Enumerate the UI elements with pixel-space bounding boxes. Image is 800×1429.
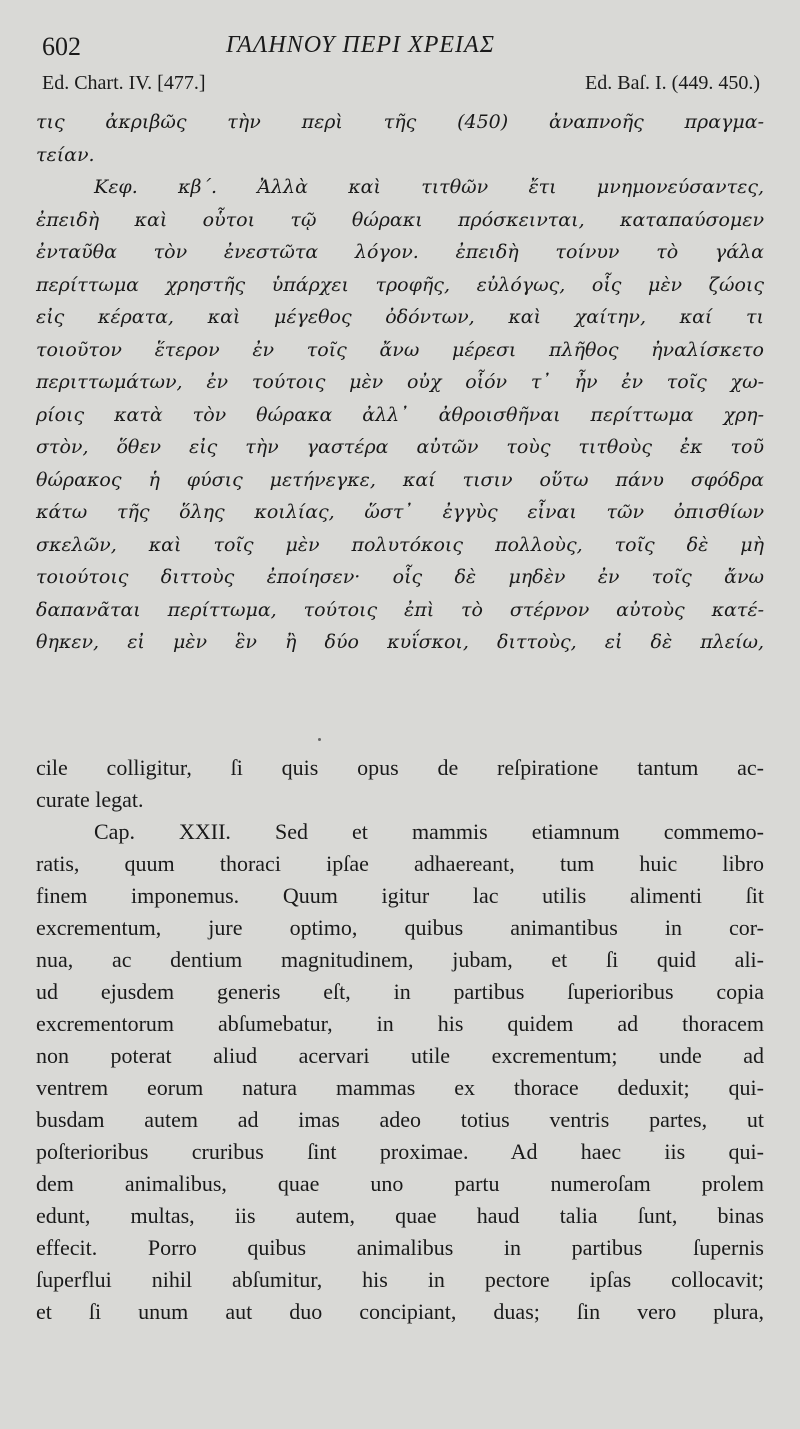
greek-line: τις ἀκριβῶς τὴν περὶ τῆς (450) ἀναπνοῆς πραγμα- xyxy=(36,111,764,133)
edition-reference-basel: Ed. Baſ. I. (449. 450.) xyxy=(585,72,760,94)
latin-line: excrementorum abſumebatur, in his quidem ad thoracem xyxy=(36,1011,764,1036)
page-number: 602 xyxy=(42,32,81,61)
greek-line: ἐνταῦθα τὸν ἐνεστῶτα λόγον. ἐπειδὴ τοίνυν τὸ γάλα xyxy=(36,241,764,263)
ink-speck xyxy=(318,738,321,741)
latin-line: cile colligitur, ſi quis opus de reſpiratione tantum ac- xyxy=(36,755,764,780)
greek-line-chapter-start: Κεφ. κβ΄. Ἀλλὰ καὶ τιτθῶν ἔτι μνημονεύσαντες, xyxy=(94,176,764,198)
latin-line-chapter-start: Cap. XXII. Sed et mammis etiamnum commemo- xyxy=(94,819,764,844)
latin-line: dem animalibus, quae uno partu numeroſam prolem xyxy=(36,1171,764,1196)
greek-line: εἰς κέρατα, καὶ μέγεθος ὀδόντων, καὶ χαίτην, καί τι xyxy=(36,306,764,328)
greek-line: τοιοῦτον ἕτερον ἐν τοῖς ἄνω μέρεσι πλῆθος ἠναλίσκετο xyxy=(36,338,764,361)
edition-reference-line xyxy=(36,70,764,100)
latin-line: effecit. Porro quibus animalibus in partibus ſupernis xyxy=(36,1235,764,1260)
latin-line: excrementum, jure optimo, quibus animantibus in cor- xyxy=(36,915,764,940)
latin-line: finem imponemus. Quum igitur lac utilis alimenti ſit xyxy=(36,883,764,908)
greek-line: περίττωμα χρηστῆς ὑπάρχει τροφῆς, εὐλόγως, οἷς μὲν ζώοις xyxy=(36,273,764,296)
latin-line: nua, ac dentium magnitudinem, jubam, et ſi quid ali- xyxy=(36,947,764,972)
greek-line: ἐπειδὴ καὶ οὗτοι τῷ θώρακι πρόσκεινται, καταπαύσομεν xyxy=(36,208,764,231)
greek-text-block xyxy=(36,106,764,726)
greek-line: περιττωμάτων, ἐν τούτοις μὲν οὐχ οἷόν τ᾽ ἦν ἐν τοῖς χω- xyxy=(36,371,764,393)
latin-line: poſterioribus cruribus ſint proximae. Ad haec iis qui- xyxy=(36,1139,764,1164)
greek-line: κάτω τῆς ὅλης κοιλίας, ὥστ᾽ ἐγγὺς εἶναι τῶν ὀπισθίων xyxy=(36,501,764,523)
latin-line: ratis, quum thoraci ipſae adhaereant, tum huic libro xyxy=(36,851,764,876)
edition-reference-chart: Ed. Chart. IV. [477.] xyxy=(42,72,206,94)
greek-line: σκελῶν, καὶ τοῖς μὲν πολυτόκοις πολλοὺς, τοῖς δὲ μὴ xyxy=(36,533,764,556)
latin-line: non poterat aliud acervari utile excrementum; unde ad xyxy=(36,1043,764,1068)
greek-line: θώρακος ἡ φύσις μετήνεγκε, καί τισιν οὕτω πάνυ σφόδρα xyxy=(36,468,764,491)
greek-line: ρίοις κατὰ τὸν θώρακα ἀλλ᾽ ἀθροισθῆναι περίττωμα χρη- xyxy=(36,403,764,426)
latin-line: edunt, multas, iis autem, quae haud talia ſunt, binas xyxy=(36,1203,764,1228)
latin-line: curate legat. xyxy=(36,787,144,812)
latin-line: ud ejusdem generis eſt, in partibus ſuperioribus copia xyxy=(36,979,764,1004)
greek-line: δαπανᾶται περίττωμα, τούτοις ἐπὶ τὸ στέρνον αὐτοὺς κατέ- xyxy=(36,598,764,621)
running-title: ΓΑΛΗΝΟΥ ΠΕΡΙ ΧΡΕΙΑΣ xyxy=(226,32,495,58)
latin-text-block xyxy=(36,752,764,1328)
greek-line: στὸν, ὅθεν εἰς τὴν γαστέρα αὐτῶν τοὺς τιτθοὺς ἐκ τοῦ xyxy=(36,436,764,458)
greek-line: τείαν. xyxy=(36,143,95,166)
greek-line: θηκεν, εἰ μὲν ἓν ἢ δύο κυΐσκοι, διττοὺς, εἰ δὲ πλείω, xyxy=(36,631,764,653)
greek-line: τοιούτοις διττοὺς ἐποίησεν· οἷς δὲ μηδὲν ἐν τοῖς ἄνω xyxy=(36,566,764,588)
latin-line: busdam autem ad imas adeo totius ventris partes, ut xyxy=(36,1107,764,1132)
latin-line: ventrem eorum natura mammas ex thorace deduxit; qui- xyxy=(36,1075,764,1100)
latin-line: ſuperflui nihil abſumitur, his in pectore ipſas collocavit; xyxy=(36,1267,764,1292)
latin-line: et ſi unum aut duo concipiant, duas; ſin vero plura, xyxy=(36,1299,764,1324)
running-head xyxy=(36,28,764,70)
